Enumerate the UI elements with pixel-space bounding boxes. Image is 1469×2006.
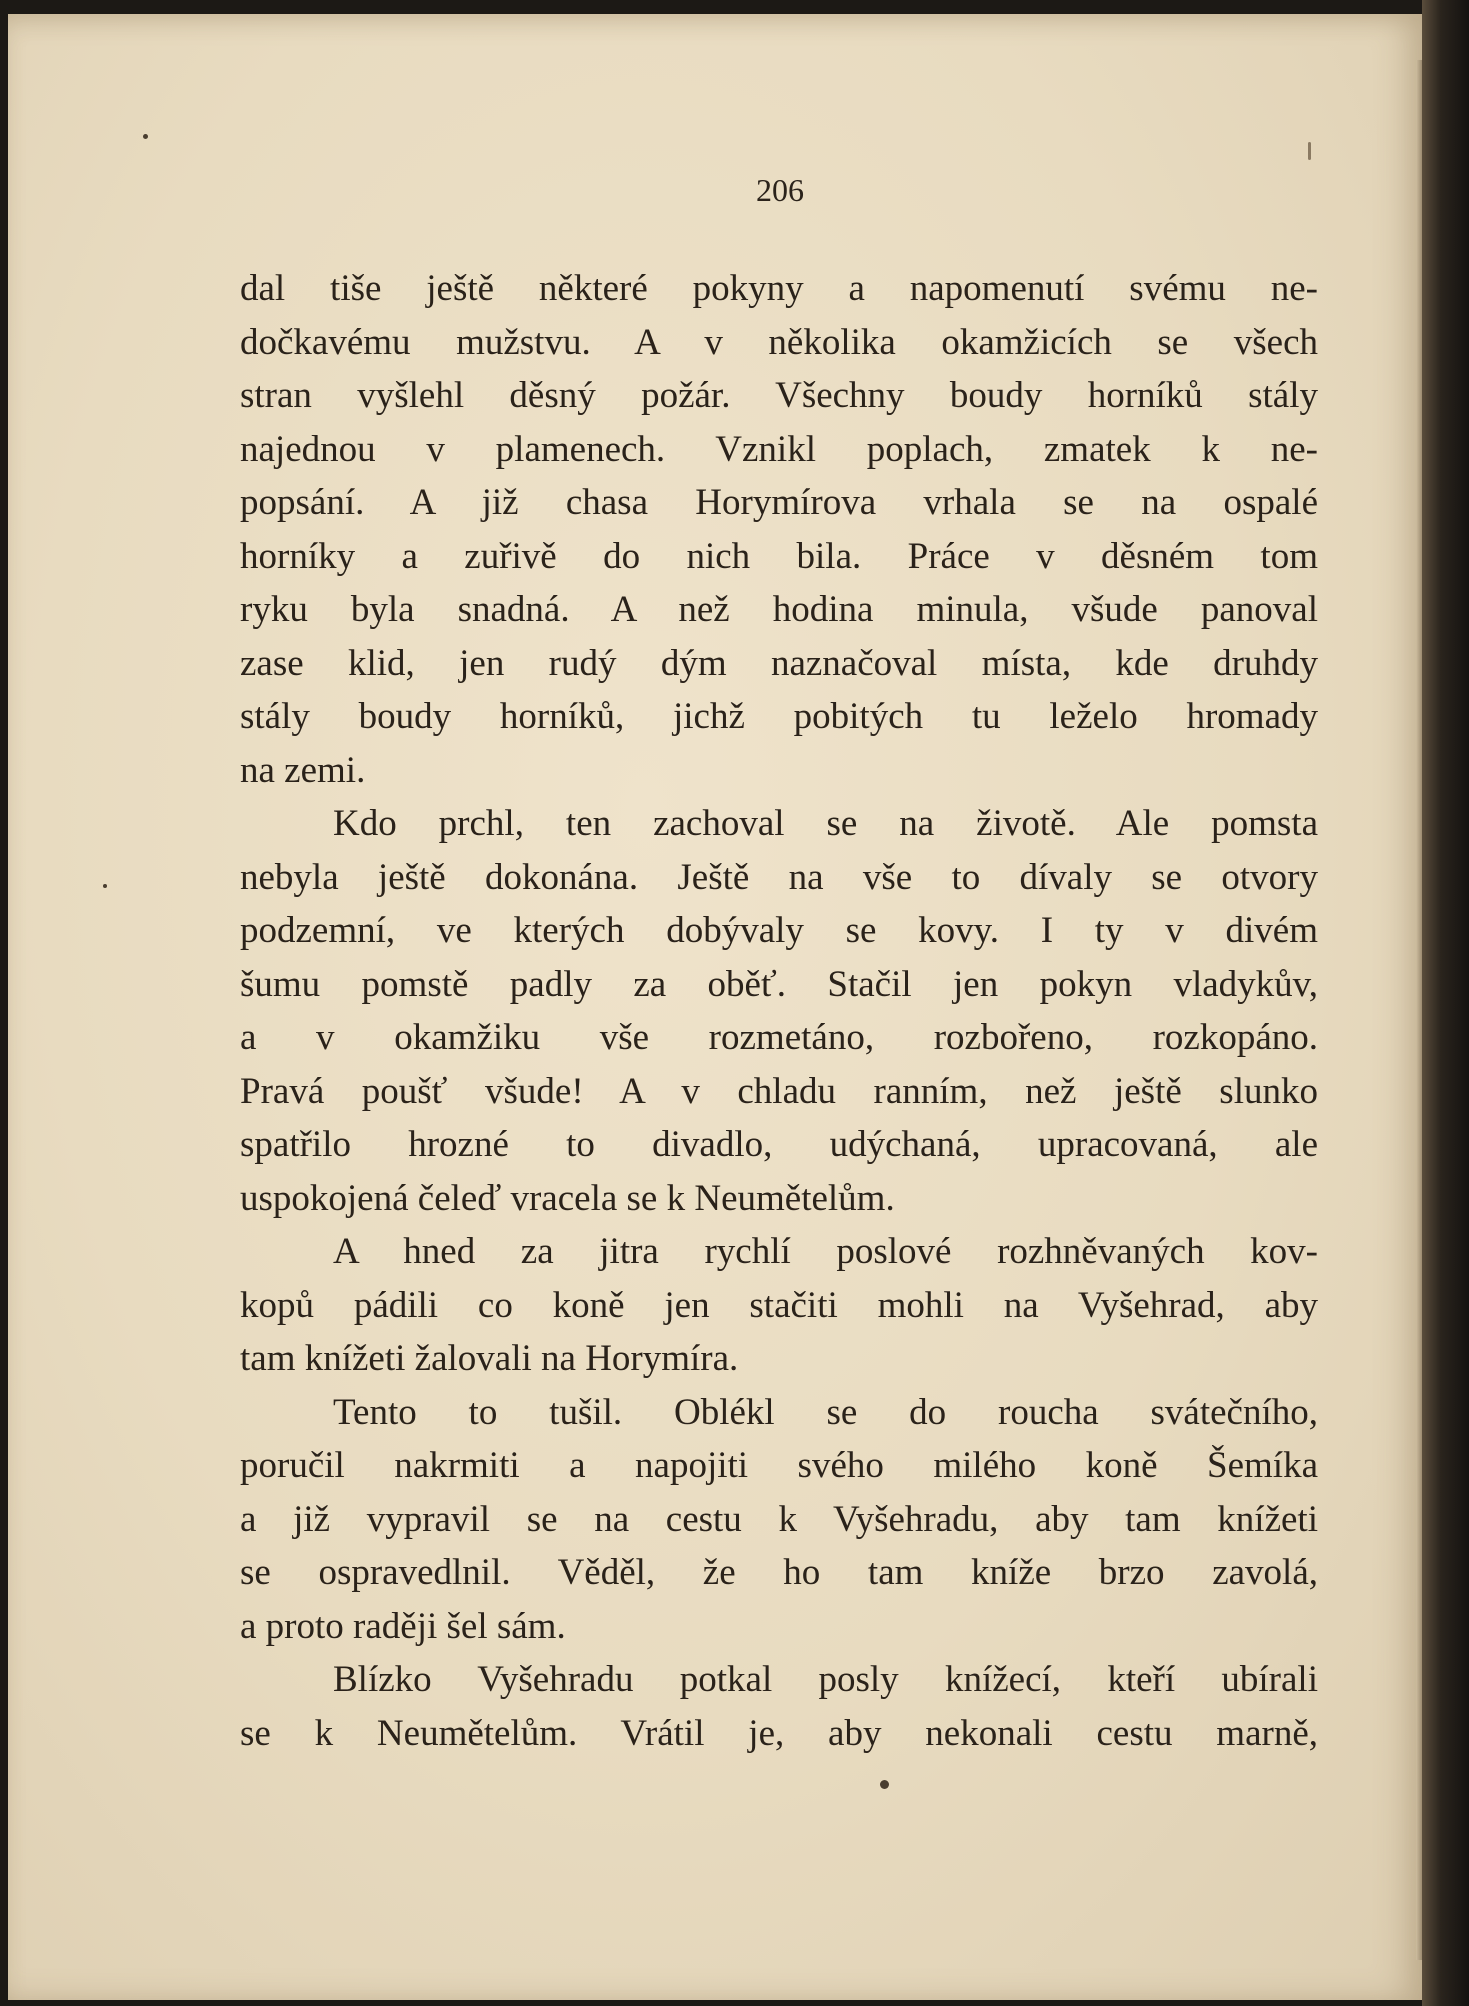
text-line: kopů pádili co koně jen stačiti mohli na Vyšehrad, aby: [240, 1284, 1318, 1326]
paragraph-4: [240, 1386, 1318, 1654]
ink-speck: [103, 884, 107, 888]
text-line: Tento to tušil. Oblékl se do roucha svátečního,: [333, 1391, 1318, 1433]
paragraph-3: [240, 1225, 1318, 1386]
text-line: Blízko Vyšehradu potkal posly knížecí, kteří ubírali: [333, 1659, 1318, 1700]
paragraph-1: [240, 262, 1318, 797]
text-line: spatřilo hrozné to divadlo, udýchaná, upracovaná, ale: [240, 1124, 1318, 1165]
text-line: a v okamžiku vše rozmetáno, rozbořeno, rozkopáno.: [240, 1017, 1318, 1058]
text-line: stran vyšlehl děsný požár. Všechny boudy horníků stály: [240, 375, 1318, 416]
ink-speck: [1308, 142, 1311, 160]
text-line: šumu pomstě padly za oběť. Stačil jen pokyn vladykův,: [240, 963, 1318, 1005]
ink-speck: [143, 134, 148, 139]
ink-speck: [880, 1780, 889, 1789]
text-line: Pravá poušť všude! A v chladu ranním, než ještě slunko: [240, 1070, 1318, 1112]
paragraph-2: [240, 797, 1318, 1225]
text-line: ryku byla snadná. A než hodina minula, všude panoval: [240, 589, 1318, 630]
text-line: na zemi.: [240, 749, 366, 791]
text-line: stály boudy horníků, jichž pobitých tu leželo hromady: [240, 696, 1318, 737]
paragraph-5: [240, 1653, 1318, 1760]
text-line: Kdo prchl, ten zachoval se na životě. Ale pomsta: [333, 803, 1318, 844]
text-line: se ospravedlnil. Věděl, že ho tam kníže brzo zavolá,: [240, 1552, 1318, 1593]
text-line: nebyla ještě dokonána. Ještě na vše to dívaly se otvory: [240, 856, 1318, 898]
page-number: 206: [756, 172, 804, 208]
text-line: popsání. A již chasa Horymírova vrhala se na ospalé: [240, 482, 1318, 523]
text-line: a proto raději šel sám.: [240, 1605, 566, 1647]
text-body: [240, 262, 1318, 1760]
text-line: poručil nakrmiti a napojiti svého milého koně Šemíka: [240, 1445, 1318, 1486]
text-line: podzemní, ve kterých dobývaly se kovy. I ty v divém: [240, 910, 1318, 951]
text-line: a již vypravil se na cestu k Vyšehradu, aby tam knížeti: [240, 1498, 1318, 1540]
text-line: dočkavému mužstvu. A v několika okamžicích se všech: [240, 321, 1318, 363]
text-line: A hned za jitra rychlí poslové rozhněvaných kov-: [333, 1231, 1318, 1272]
book-spine: [1422, 0, 1469, 2006]
text-line: tam knížeti žalovali na Horymíra.: [240, 1338, 739, 1379]
text-line: horníky a zuřivě do nich bila. Práce v děsném tom: [240, 535, 1318, 577]
text-line: zase klid, jen rudý dým naznačoval místa, kde druhdy: [240, 642, 1318, 684]
text-line: najednou v plamenech. Vznikl poplach, zmatek k ne-: [240, 428, 1318, 470]
text-line: uspokojená čeleď vracela se k Neumětelům.: [240, 1177, 895, 1219]
text-line: dal tiše ještě některé pokyny a napomenutí svému ne-: [240, 268, 1318, 309]
text-line: se k Neumětelům. Vrátil je, aby nekonali cestu marně,: [240, 1712, 1318, 1754]
